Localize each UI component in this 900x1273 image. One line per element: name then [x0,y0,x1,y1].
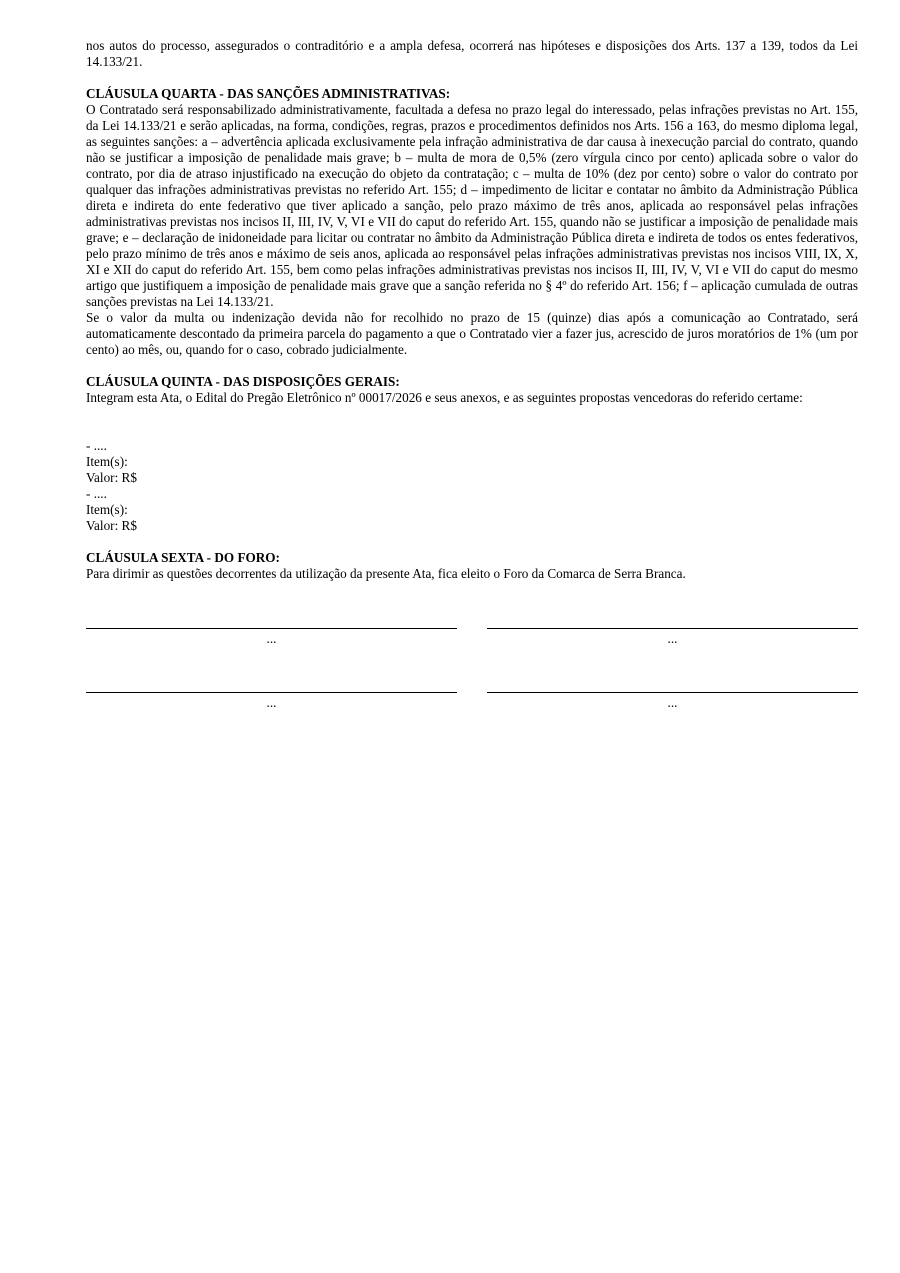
signature-block [86,692,457,711]
signature-name-placeholder: ... [667,695,678,710]
signature-block [487,692,858,711]
proposal-item-line: - .... [86,438,107,453]
signature-name-placeholder: ... [266,695,277,710]
signature-line [487,692,858,693]
signature-block [487,628,858,647]
signature-block [86,628,457,647]
intro-paragraph: nos autos do processo, assegurados o contraditório e a ampla defesa, ocorrerá nas hipóteses e disposições dos Arts. 137 a 139, todos da Lei 14.133/21. [86,38,858,69]
proposal-item-line: Valor: R$ [86,470,137,485]
proposal-item-line: Valor: R$ [86,518,137,533]
proposal-item-line: Item(s): [86,454,128,469]
clause-quarta-body-2: Se o valor da multa ou indenização devida não for recolhido no prazo de 15 (quinze) dias após a comunicação ao Contratado, será automaticamente descontado da primeira parcela do pagamento a que o Contratado vier a fazer jus, acrescido de juros moratórios de 1% (um por cento) ao mês, ou, quando for o caso, cobrado judicialmente. [86,310,858,357]
signature-row [86,628,858,647]
clause-sexta-body: Para dirimir as questões decorrentes da utilização da presente Ata, fica eleito o Foro da Comarca de Serra Branca. [86,566,686,581]
clause-sexta-heading: CLÁUSULA SEXTA - DO FORO: [86,550,280,565]
signature-name-placeholder: ... [667,631,678,646]
clause-quinta-heading: CLÁUSULA QUINTA - DAS DISPOSIÇÕES GERAIS: [86,374,400,389]
proposal-item-line: - .... [86,486,107,501]
clause-quarta-body-1: O Contratado será responsabilizado administrativamente, facultada a defesa no prazo legal do interessado, pelas infrações previstas no Art. 155, da Lei 14.133/21 e serão aplicadas, na forma, condições, regras, prazos e procedimentos definidos nos Arts. 156 a 163, do mesmo diploma legal, as seguintes sanções: a – advertência aplicada exclusivamente pela infração administrativa de dar causa à inexecução parcial do contrato, quando não se justificar a imposição de penalidade mais grave; b – multa de mora de 0,5% (zero vírgula cinco por cento) aplicada sobre o valor do contrato, por dia de atraso injustificado na execução do objeto da contratação; c – multa de 10% (dez por cento) sobre o valor do contrato por qualquer das infrações administrativas previstas no referido Art. 155; d – impedimento de licitar e contatar no âmbito da Administração Pública direta e indireta do ente federativo que tiver aplicado a sanção, pelo prazo máximo de três anos, aplicada ao responsável pelas infrações administrativas previstas nos incisos II, III, IV, V, VI e VII do caput do referido Art. 155, quando não se justificar a imposição de penalidade mais grave; e – declaração de inidoneidade para licitar ou contratar no âmbito da Administração Pública direta e indireta de todos os entes federativos, pelo prazo mínimo de três anos e máximo de seis anos, aplicada ao responsável pelas infrações administrativas previstas nos incisos VIII, IX, X, XI e XII do caput do referido Art. 155, bem como pelas infrações administrativas previstas nos incisos II, III, IV, V, VI e VII do caput do mesmo artigo que justifiquem a imposição de penalidade mais grave que a sanção referida no § 4º do referido Art. 156; f – aplicação cumulada de outras sanções previstas na Lei 14.133/21. [86,102,858,309]
proposal-items-block [86,438,858,534]
signature-name-placeholder: ... [266,631,277,646]
signature-area [86,628,858,711]
signature-row [86,692,858,711]
clause-quinta-body: Integram esta Ata, o Edital do Pregão Eletrônico nº 00017/2026 e seus anexos, e as seguintes propostas vencedoras do referido certame: [86,390,803,405]
signature-line [487,628,858,629]
signature-line [86,692,457,693]
proposal-item-line: Item(s): [86,502,128,517]
clause-quarta-heading: CLÁUSULA QUARTA - DAS SANÇÕES ADMINISTRATIVAS: [86,86,451,101]
signature-line [86,628,457,629]
